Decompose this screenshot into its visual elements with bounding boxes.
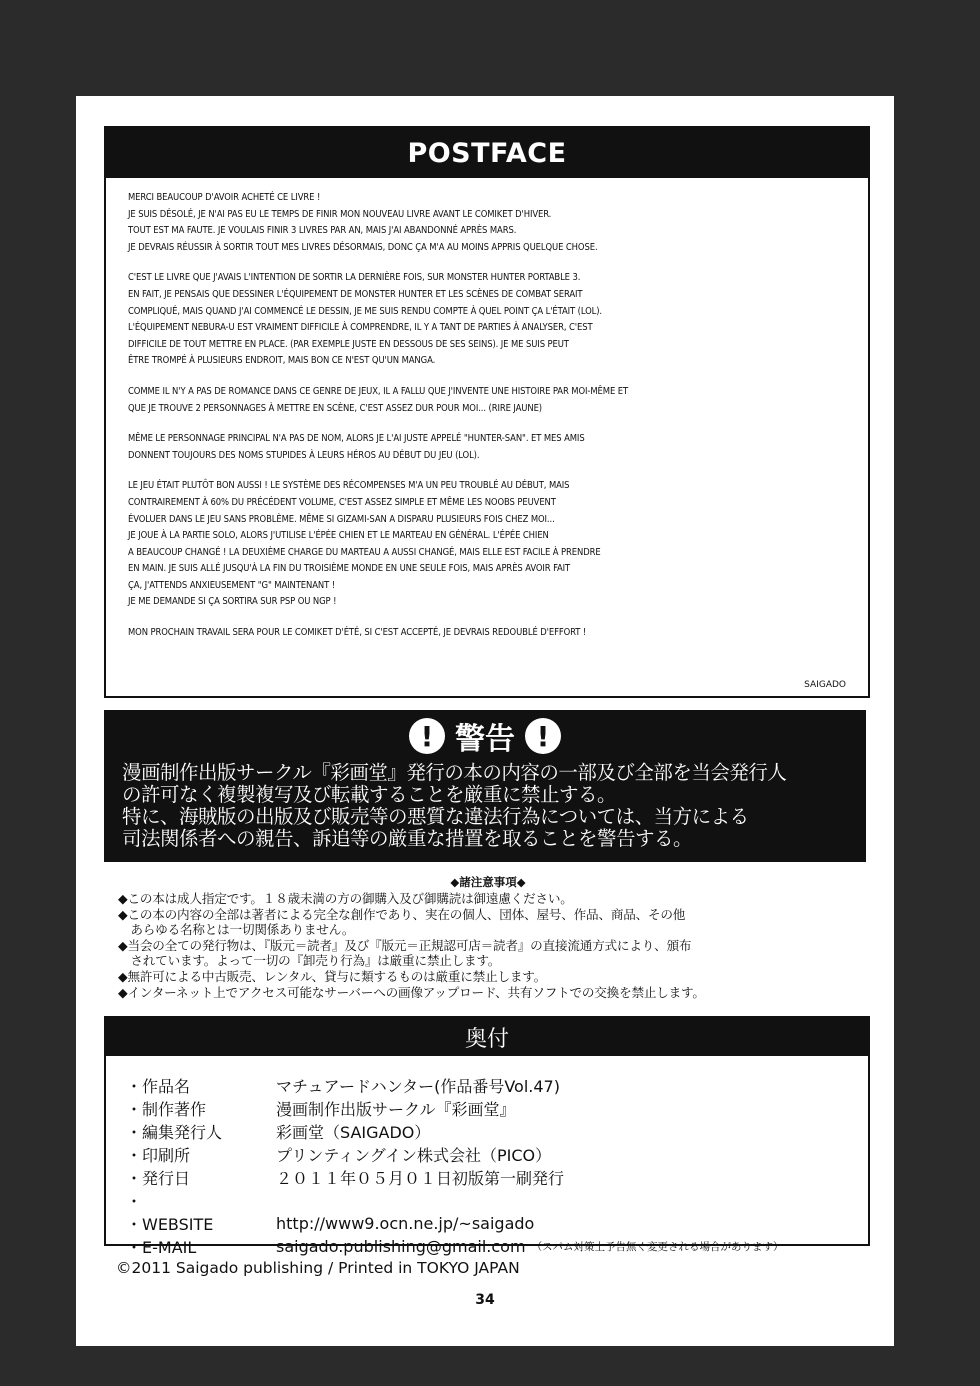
colophon-row [126,1235,868,1258]
notes-lines [118,891,858,1000]
colophon-row [126,1143,868,1166]
postface-line: JE ME DEMANDE SI ÇA SORTIRA SUR PSP OU NGP ! [128,596,337,608]
colophon-row [126,1166,868,1189]
colophon-row [126,1074,868,1097]
colophon-label: ・WEBSITE [126,1215,214,1234]
notes-line: あらゆる名称とは一切関係ありません。 [118,922,355,938]
notes-line: ◆インターネット上でアクセス可能なサーバーへの画像アップロード、共有ソフトでの交換を禁止します。 [118,984,705,1000]
postface-line: MÊME LE PERSONNAGE PRINCIPAL N'A PAS DE NOM, ALORS JE L'AI JUSTE APPELÉ "HUNTER-SAN". ET MES AMIS [128,433,585,445]
copyright: ©2011 Saigado publishing / Printed in TOKYO JAPAN [116,1259,520,1277]
colophon-row [126,1097,868,1120]
postface-paragraph [128,478,846,611]
postface-paragraph [128,431,846,464]
exclamation-icon: ! [525,718,561,754]
postface-line: JE SUIS DÉSOLÉ, JE N'AI PAS EU LE TEMPS DE FINIR MON NOUVEAU LIVRE AVANT LE COMIKET D'HIVER. [128,208,552,220]
postface-line: A BEAUCOUP CHANGÉ ! LA DEUXIÈME CHARGE DU MARTEAU A AUSSI CHANGÉ, MAIS ELLE EST FACILE À PRENDRE [128,546,601,558]
page [76,96,894,1346]
colophon-value: マチュアードハンター(作品番号Vol.47) [276,1077,560,1096]
postface-line: TOUT EST MA FAUTE. JE VOULAIS FINIR 3 LIVRES PAR AN, MAIS J'AI ABANDONNÉ APRÈS MARS. [128,225,517,237]
notes-line: ◆当会の全ての発行物は、『版元＝読者』及び『版元＝正規認可店＝読者』の直接流通方式により、頒布 [118,937,692,953]
colophon-value: ２０１１年０５月０１日初版第一刷発行 [276,1169,565,1188]
postface-body [106,178,868,642]
postface-line: MERCI BEAUCOUP D'AVOIR ACHETÉ CE LIVRE ! [128,192,321,203]
postface-line: DONNENT TOUJOURS DES NOMS STUPIDES À LEURS HÉROS AU DÉBUT DU JEU (LOL). [128,449,480,461]
notes-section [118,874,858,1000]
colophon-note: （スパム対策上予告無く変更される場合があります） [531,1241,784,1253]
colophon-label: ・作品名 [126,1077,191,1096]
warning-box [104,710,866,862]
postface-line: L'ÉQUIPEMENT NEBURA-U EST VRAIMENT DIFFICILE À COMPRENDRE, IL Y A TANT DE PARTIES À ANALYSER, C'EST [128,322,593,334]
colophon-box [104,1016,870,1277]
notes-heading: ◆諸注意事項◆ [450,875,526,889]
warning-line: 特に、海賊版の出版及び販売等の悪質な違法行為については、当方による [122,805,749,828]
postface-line: COMME IL N'Y A PAS DE ROMANCE DANS CE GENRE DE JEUX, IL A FALLU QUE J'INVENTE UNE HISTOIRE PAR MOI-MÊME ET [128,385,629,397]
colophon-row [126,1212,868,1235]
warning-text [104,762,866,850]
colophon-label: ・制作著作 [126,1100,207,1119]
page-number: 34 [475,1292,495,1308]
postface-line: EN MAIN. JE SUIS ALLÉ JUSQU'À LA FIN DU TROISIÈME MONDE EN UNE SEULE FOIS, MAIS APRÈS AVOIR FAIT [128,563,571,575]
notes-line: ◆この本は成人指定です。１８歳未満の方の御購入及び御購読は御遠慮ください。 [118,891,573,906]
postface-line: CONTRAIREMENT À 60% DU PRÉCÉDENT VOLUME, C'EST ASSEZ SIMPLE ET MÊME LES NOOBS PEUVENT [128,496,556,508]
postface-line: ÊTRE TROMPÉ À PLUSIEURS ENDROIT, MAIS BON CE N'EST QU'UN MANGA. [128,355,436,367]
colophon-value: saigado.publishing@gmail.com [276,1237,526,1256]
colophon-value: http://www9.ocn.ne.jp/~saigado [276,1214,535,1233]
colophon-label: ・ [126,1192,143,1211]
colophon-label: ・編集発行人 [126,1123,223,1142]
colophon-value: 漫画制作出版サークル『彩画堂』 [276,1100,516,1119]
warning-line: 漫画制作出版サークル『彩画堂』発行の本の内容の一部及び全部を当会発行人 [122,761,787,784]
signature: SAIGADO [804,680,846,690]
notes-line: ◆無許可による中古販売、レンタル、貸与に類するものは厳重に禁止します。 [118,968,547,984]
postface-line: LE JEU ÉTAIT PLUTÔT BON AUSSI ! LE SYSTÈME DES RÉCOMPENSES M'A UN PEU TROUBLÉ AU DÉBUT, MAIS [128,480,570,492]
postface-title: POSTFACE [106,128,868,178]
colophon-label: ・E-MAIL [126,1238,197,1257]
postface-line: DIFFICILE DE TOUT METTRE EN PLACE. (PAR EXEMPLE JUSTE EN DESSOUS DE SES SEINS). JE ME SUIS PEUT [128,338,569,350]
postface-line: QUE JE TROUVE 2 PERSONNAGES À METTRE EN SCÈNE, C'EST ASSEZ DUR POUR MOI... (RIRE JAUNE) [128,402,543,414]
colophon-label: ・発行日 [126,1169,191,1188]
colophon-row [126,1189,868,1212]
colophon-rows [106,1056,868,1258]
notes-line: されています。よって一切の『卸売り行為』は厳重に禁止します。 [118,953,501,969]
colophon-row [126,1120,868,1143]
postface-line: EN FAIT, JE PENSAIS QUE DESSINER L'ÉQUIPEMENT DE MONSTER HUNTER ET LES SCÈNES DE COMBAT SERAIT [128,288,583,300]
colophon-value: 彩画堂（SAIGADO） [276,1123,431,1142]
postface-line: ÇA, J'ATTENDS ANXIEUSEMENT "G" MAINTENANT ! [128,579,336,591]
postface-line: ÉVOLUER DANS LE JEU SANS PROBLÈME. MÊME SI GIZAMI-SAN A DISPARU PLUSIEURS FOIS CHEZ MOI... [128,513,555,525]
warning-title: 警告 [455,722,515,757]
postface-paragraph [128,270,846,370]
postface-line: JE JOUE À LA PARTIE SOLO, ALORS J'UTILISE L'ÉPÉE CHIEN ET LE MARTEAU EN GÉNÉRAL. L'ÉPÉE CHIEN [128,530,549,542]
postface-paragraph [128,384,846,417]
postface-line: MON PROCHAIN TRAVAIL SERA POUR LE COMIKET D'ÉTÉ, SI C'EST ACCEPTÉ, JE DEVRAIS REDOUBLÉ D'EFFORT ! [128,627,587,639]
colophon-value: プリンティングイン株式会社（PICO） [276,1146,552,1165]
warning-line: 司法関係者への親告、訴追等の厳重な措置を取ることを警告する。 [122,827,693,850]
postface-box [104,126,870,698]
colophon-title: 奥付 [106,1018,868,1056]
warning-heading [104,710,866,762]
postface-line: JE DEVRAIS RÉUSSIR À SORTIR TOUT MES LIVRES DÉSORMAIS, DONC ÇA M'A AU MOINS APPRIS QUELQUE CHOSE. [128,241,598,253]
postface-line: COMPLIQUÉ, MAIS QUAND J'AI COMMENCÉ LE DESSIN, JE ME SUIS RENDU COMPTE À QUEL POINT ÇA L'ÉTAIT (LOL). [128,305,603,317]
exclamation-icon: ! [409,718,445,754]
notes-line: ◆この本の内容の全部は著者による完全な創作であり、実在の個人、団体、屋号、作品、商品、その他 [118,906,686,922]
postface-paragraph [128,625,846,642]
postface-line: C'EST LE LIVRE QUE J'AVAIS L'INTENTION DE SORTIR LA DERNIÈRE FOIS, SUR MONSTER HUNTER PORTABLE 3. [128,272,581,284]
postface-paragraph [128,190,846,256]
colophon-label: ・印刷所 [126,1146,191,1165]
warning-line: の許可なく複製複写及び転載することを厳重に禁止する。 [122,783,617,806]
